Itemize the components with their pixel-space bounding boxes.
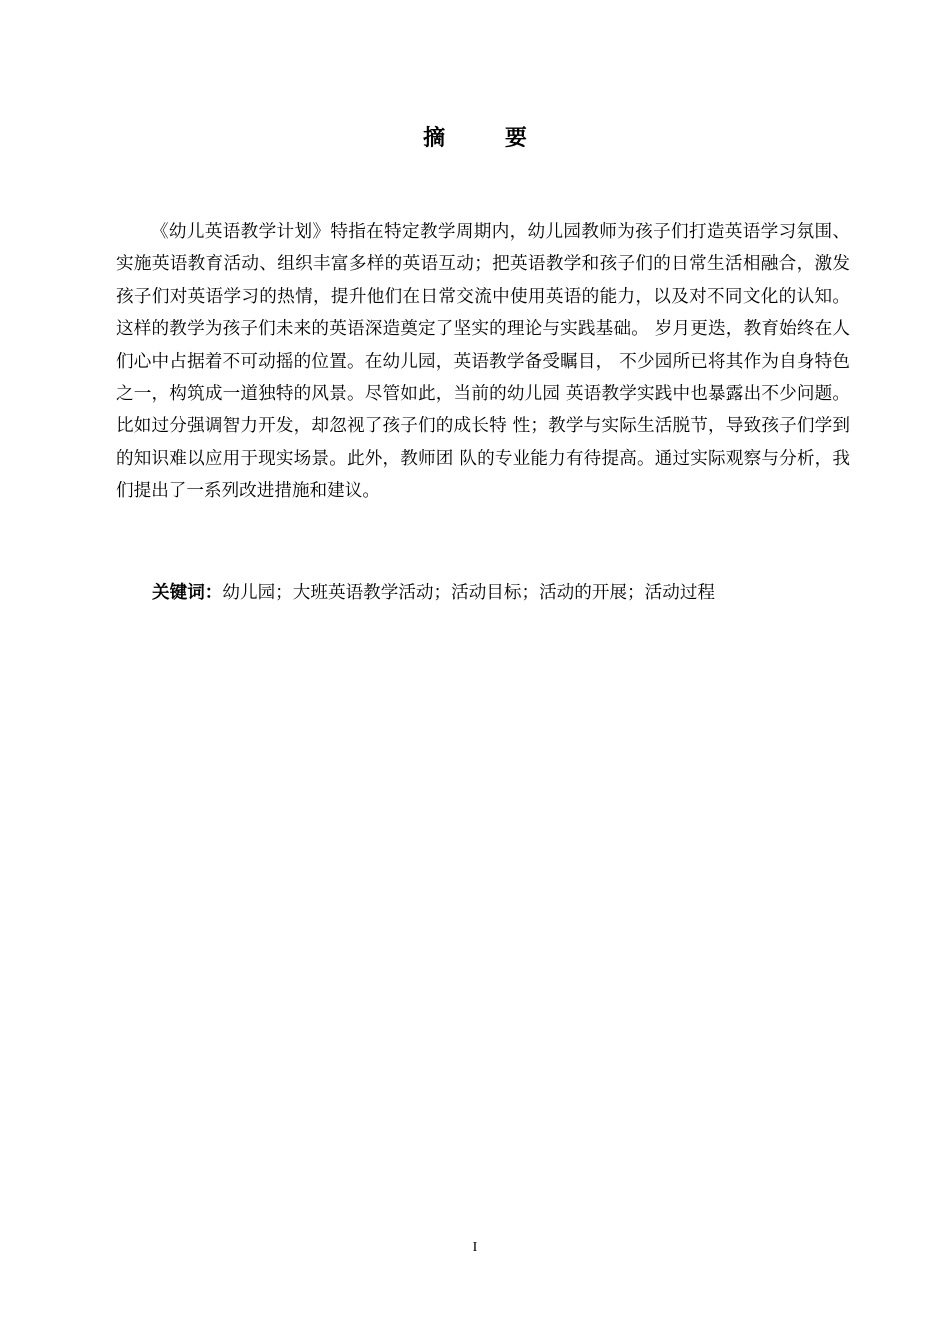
abstract-title: 摘 要 (423, 126, 553, 151)
keywords-text: 幼儿园；大班英语教学活动；活动目标；活动的开展；活动过程 (222, 583, 716, 603)
abstract-body: 《幼儿英语教学计划》特指在特定教学周期内，幼儿园教师为孩子们打造英语学习氛围、实施英语教育活动、组织丰富多样的英语互动；把英语教学和孩子们的日常生活相融合，激发孩子们对英语学习的热情，提升他们在日常交流中使用英语的能力，以及对不同文化的认知。这样的教学为孩子们未来的英语深造奠定了坚实的理论与实践基础。 岁月更迭，教育始终在人们心中占据着不可动摇的位置。在幼儿园，英语教学备受瞩目， 不少园所已将其作为自身特色之一，构筑成一道独特的风景。尽管如此，当前的幼儿园 英语教学实践中也暴露出不少问题。比如过分强调智力开发，却忽视了孩子们的成长特 性；教学与实际生活脱节，导致孩子们学到的知识难以应用于现实场景。此外，教师团 队的专业能力有待提高。通过实际观察与分析，我们提出了一系列改进措施和建议。 (116, 222, 850, 502)
keywords-label: 关键词： (152, 583, 223, 603)
page-number: I (472, 1240, 478, 1255)
keywords-line (152, 578, 852, 608)
